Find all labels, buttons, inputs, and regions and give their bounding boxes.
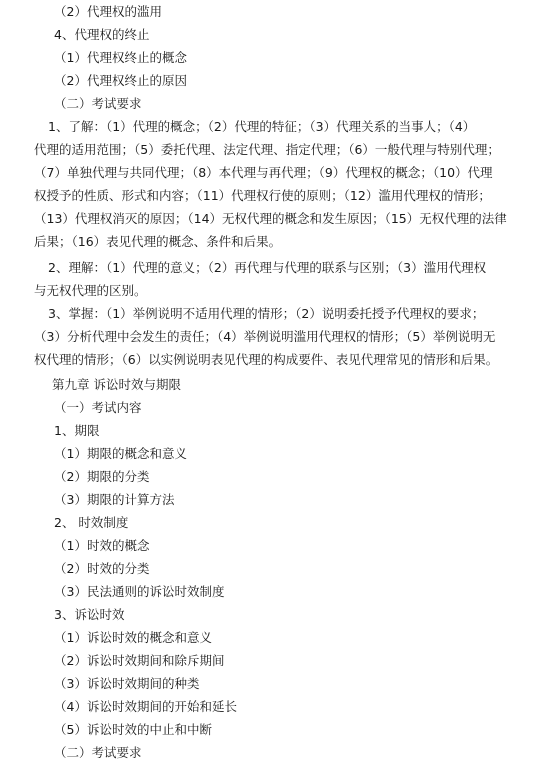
text-line: （1）时效的概念 [54,538,150,553]
text-line: （3）期限的计算方法 [54,492,175,507]
text-line: 权授予的性质、形式和内容；（11）代理权行使的原则；（12）滥用代理权的情形； [34,188,491,203]
text-line: （2）代理权终止的原因 [54,73,187,88]
text-line: （2）期限的分类 [54,469,150,484]
text-line: 代理的适用范围；（5）委托代理、法定代理、指定代理；（6）一般代理与特别代理； [34,142,500,157]
text-line: （3）诉讼时效期间的种类 [54,676,200,691]
chapter-heading: 第九章 诉讼时效与期限 [52,377,181,392]
text-line: （二）考试要求 [54,745,142,760]
text-line: 后果；（16）表见代理的概念、条件和后果。 [34,234,282,249]
text-line: 3、掌握：（1）举例说明不适用代理的情形；（2）说明委托授予代理权的要求； [48,306,485,321]
text-line: （一）考试内容 [54,400,142,415]
text-line: （3）民法通则的诉讼时效制度 [54,584,225,599]
text-line: （2）代理权的滥用 [54,4,162,19]
text-line: （1）代理权终止的概念 [54,50,187,65]
text-line: （3）分析代理中会发生的责任；（4）举例说明滥用代理权的情形；（5）举例说明无 [34,329,496,344]
text-line: （4）诉讼时效期间的开始和延长 [54,699,237,714]
text-line: （7）单独代理与共同代理；（8）本代理与再代理；（9）代理权的概念；（10）代理 [34,165,493,180]
text-line: （二）考试要求 [54,96,142,111]
text-line: 1、了解：（1）代理的概念；（2）代理的特征；（3）代理关系的当事人；（4） [48,119,476,134]
text-line: 1、期限 [54,423,100,438]
text-line: 权代理的情形；（6）以实例说明表见代理的构成要件、表见代理常见的情形和后果。 [34,352,499,367]
text-line: 2、 时效制度 [54,515,129,530]
text-line: （13）代理权消灭的原因；（14）无权代理的概念和发生原因；（15）无权代理的法律 [34,211,507,226]
text-line: 2、理解：（1）代理的意义；（2）再代理与代理的联系与区别；（3）滥用代理权 [48,260,487,275]
text-line: 3、诉讼时效 [54,607,125,622]
text-line: （2）诉讼时效期间和除斥期间 [54,653,225,668]
text-line: （2）时效的分类 [54,561,150,576]
text-line: （1）诉讼时效的概念和意义 [54,630,212,645]
text-line: 与无权代理的区别。 [34,283,147,298]
text-line: （1）期限的概念和意义 [54,446,187,461]
text-line: （5）诉讼时效的中止和中断 [54,722,212,737]
text-line: 4、代理权的终止 [54,27,150,42]
